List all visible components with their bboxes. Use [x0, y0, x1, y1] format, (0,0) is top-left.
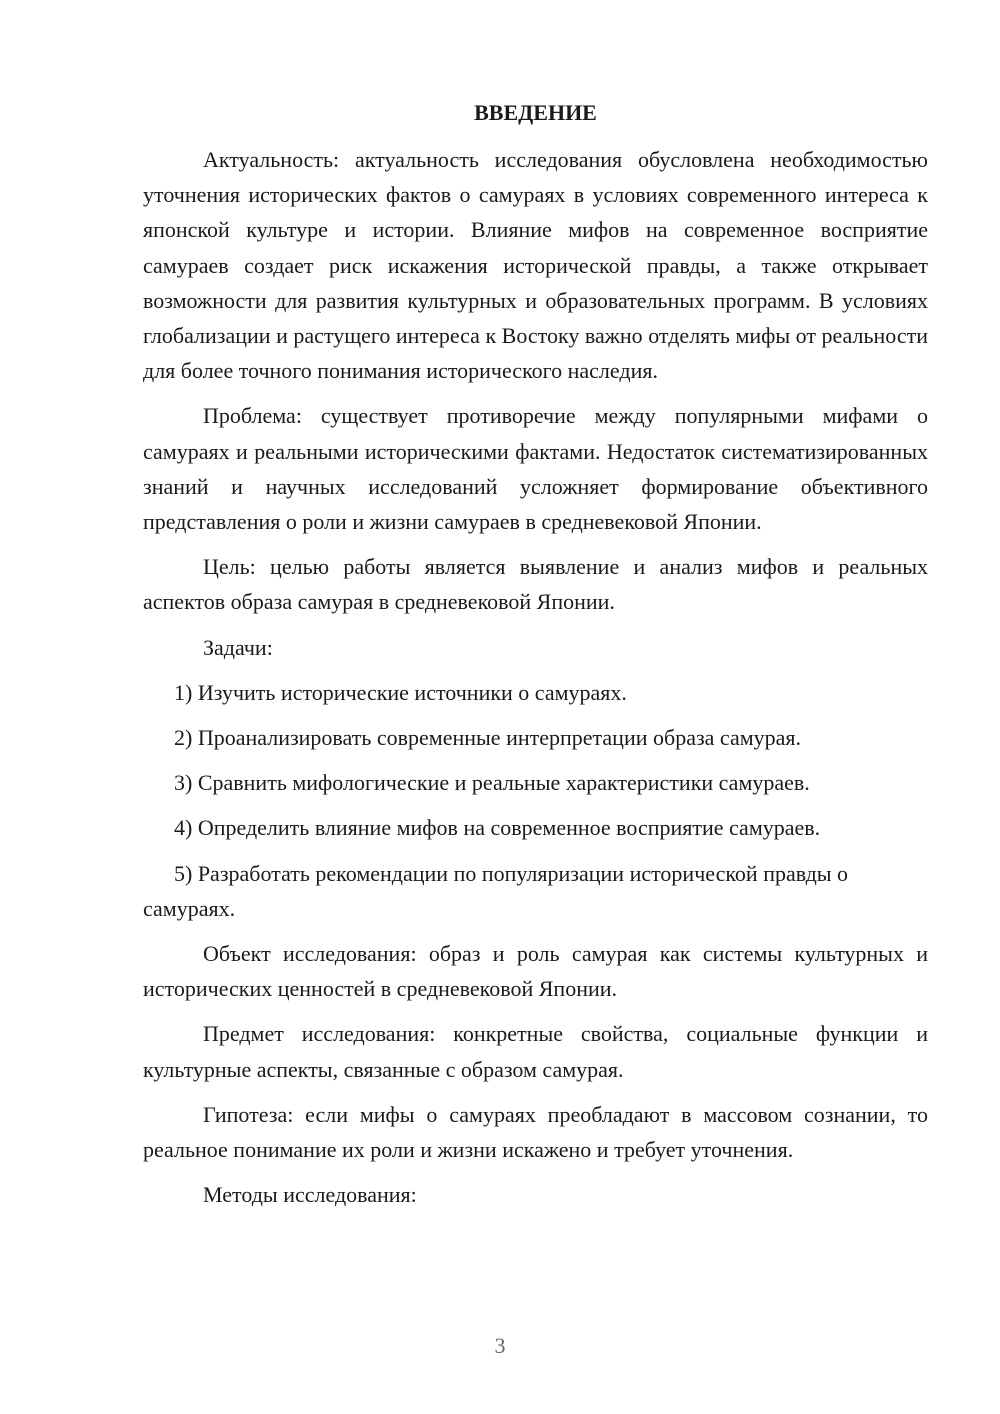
goal-paragraph: Цель: целью работы является выявление и анализ мифов и реальных аспектов образа самурая в средневековой Японии.: [143, 554, 928, 615]
document-page: [143, 95, 928, 1222]
task-item: 2) Проанализировать современные интерпретации образа самурая.: [174, 725, 802, 751]
tasks-heading: Задачи:: [203, 634, 273, 660]
task-item: 5) Разработать рекомендации по популяризации исторической правды о самураях.: [143, 860, 849, 921]
tasks-list: [143, 675, 928, 926]
page-number: 3: [494, 1333, 506, 1358]
subject-paragraph: Предмет исследования: конкретные свойства, социальные функции и культурные аспекты, связанные с образом самурая.: [143, 1021, 928, 1082]
problem-paragraph: Проблема: существует противоречие между популярными мифами о самураях и реальными историческими фактами. Недостаток систематизированных знаний и научных исследований усложняет формирование объективного представления о роли и жизни самураев в средневековой Японии.: [143, 403, 928, 535]
relevance-paragraph: Актуальность: актуальность исследования обусловлена необходимостью уточнения исторических фактов о самураях в условиях современного интереса к японской культуре и истории. Влияние мифов на современное восприятие самураев создает риск искажения исторической правды, а также открывает возможности для развития культурных и образовательных программ. В условиях глобализации и растущего интереса к Востоку важно отделять мифы от реальности для более точного понимания исторического наследия.: [143, 147, 928, 384]
task-item: 4) Определить влияние мифов на современное восприятие самураев.: [174, 815, 821, 841]
task-item: 3) Сравнить мифологические и реальные характеристики самураев.: [174, 770, 810, 796]
object-paragraph: Объект исследования: образ и роль самурая как системы культурных и исторических ценностей в средневековой Японии.: [143, 941, 928, 1002]
task-item: 1) Изучить исторические источники о самураях.: [174, 679, 627, 705]
hypothesis-paragraph: Гипотеза: если мифы о самураях преобладают в массовом сознании, то реальное понимание их роли и жизни искажено и требует уточнения.: [143, 1101, 928, 1163]
methods-heading: Методы исследования:: [203, 1182, 417, 1208]
section-title: ВВЕДЕНИЕ: [474, 100, 597, 125]
